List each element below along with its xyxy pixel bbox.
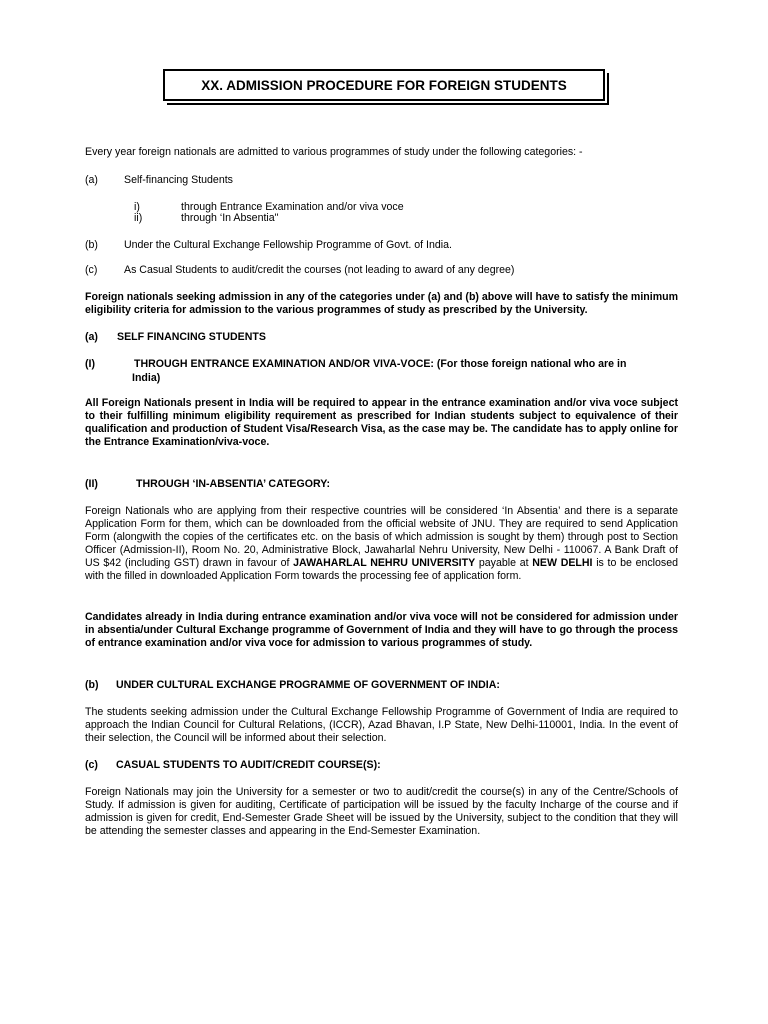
section-a-heading: SELF FINANCING STUDENTS (117, 331, 266, 343)
section-b-heading: UNDER CULTURAL EXCHANGE PROGRAMME OF GOVERNMENT OF INDIA: (116, 679, 500, 691)
section-II-body-part1: Foreign Nationals who are applying from their respective countries will be considered ‘In Absentia’ and there is a separate Application Form for them, which can be downloaded from the official website of JNU. They are required to send Application Form (alongwith the copies of the certificates etc. on the basis of which admission is sought by them) through post to Section Officer (Admission-II), Room No. 20, Administrative Block, Jawaharlal Nehru University, New Delhi - 110067. A Bank Draft of US $42 (including GST) drawn in favour of (85, 505, 678, 569)
section-II-note: Candidates already in India during entrance examination and/or viva voce will not be considered for admission under in absentia/under Cultural Exchange programme of Government of India and they will have to go through the process of entrance examination and/or viva voce for admission to various programmes of study. (85, 611, 678, 649)
category-b-text: Under the Cultural Exchange Fellowship Programme of Govt. of India. (124, 239, 452, 251)
page-title-text: XX. ADMISSION PROCEDURE FOR FOREIGN STUDENTS (201, 77, 567, 93)
section-I-label: (I) (85, 358, 95, 370)
sub-item-ii-label: ii) (134, 212, 143, 224)
sub-item-i-text: through Entrance Examination and/or viva voce (181, 201, 404, 213)
section-c-label: (c) (85, 759, 98, 771)
section-b-body: The students seeking admission under the Cultural Exchange Fellowship Programme of Government of India are required to approach the Indian Council for Cultural Relations, (ICCR), Azad Bhavan, I.P State, New Delhi-110001, India. In the event of their selection, the Council will be informed about their selection. (85, 706, 678, 744)
page-title (163, 69, 605, 101)
section-a-label: (a) (85, 331, 98, 343)
section-b-label: (b) (85, 679, 99, 691)
section-I-heading-line1: THROUGH ENTRANCE EXAMINATION AND/OR VIVA-VOCE: (For those foreign national who are in (134, 358, 627, 370)
category-c-text: As Casual Students to audit/credit the courses (not leading to award of any degree) (124, 264, 515, 276)
section-II-body-part2: payable at (475, 557, 533, 569)
eligibility-note: Foreign nationals seeking admission in any of the categories under (a) and (b) above will have to satisfy the minimum eligibility criteria for admission to the various programmes of study as prescribed by the University. (85, 291, 678, 316)
section-I-body: All Foreign Nationals present in India will be required to appear in the entrance examination and/or viva voce subject to their fulfilling minimum eligibility requirement as prescribed for Indian students subject to equivalence of their qualification and production of Student Visa/Research Visa, as the case may be. The candidate has to apply online for the Entrance Examination/viva-voce. (85, 397, 679, 448)
intro-paragraph: Every year foreign nationals are admitted to various programmes of study under the following categories: - (85, 146, 583, 158)
new-delhi: NEW DELHI (532, 557, 593, 569)
jnu-name: JAWAHARLAL NEHRU UNIVERSITY (293, 557, 476, 569)
category-a-label: (a) (85, 174, 98, 186)
section-II-body-part3: is to be enclosed with the filled in downloaded Application Form towards the processing fee of application form. (85, 557, 679, 582)
section-c-heading: CASUAL STUDENTS TO AUDIT/CREDIT COURSE(S): (116, 759, 381, 771)
sub-item-ii-text: through ‘In Absentia" (181, 212, 279, 224)
section-I-heading-line2: India) (132, 372, 161, 384)
section-II-label: (II) (85, 478, 98, 490)
category-b-label: (b) (85, 239, 98, 251)
category-c-label: (c) (85, 264, 98, 276)
section-II-body (85, 505, 678, 583)
section-II-heading: THROUGH ‘IN-ABSENTIA’ CATEGORY: (136, 478, 331, 490)
category-a-text: Self-financing Students (124, 174, 233, 186)
section-c-body: Foreign Nationals may join the University for a semester or two to audit/credit the course(s) in any of the Centre/Schools of Study. If admission is given for auditing, Certificate of participation will be issued by the faculty Incharge of the course and if admission is given for credit, End-Semester Grade Sheet will be issued by the University, subject to the condition that they will be attending the semester classes and appearing in the End-Semester Examination. (85, 786, 678, 837)
sub-item-i-label: i) (134, 201, 140, 213)
